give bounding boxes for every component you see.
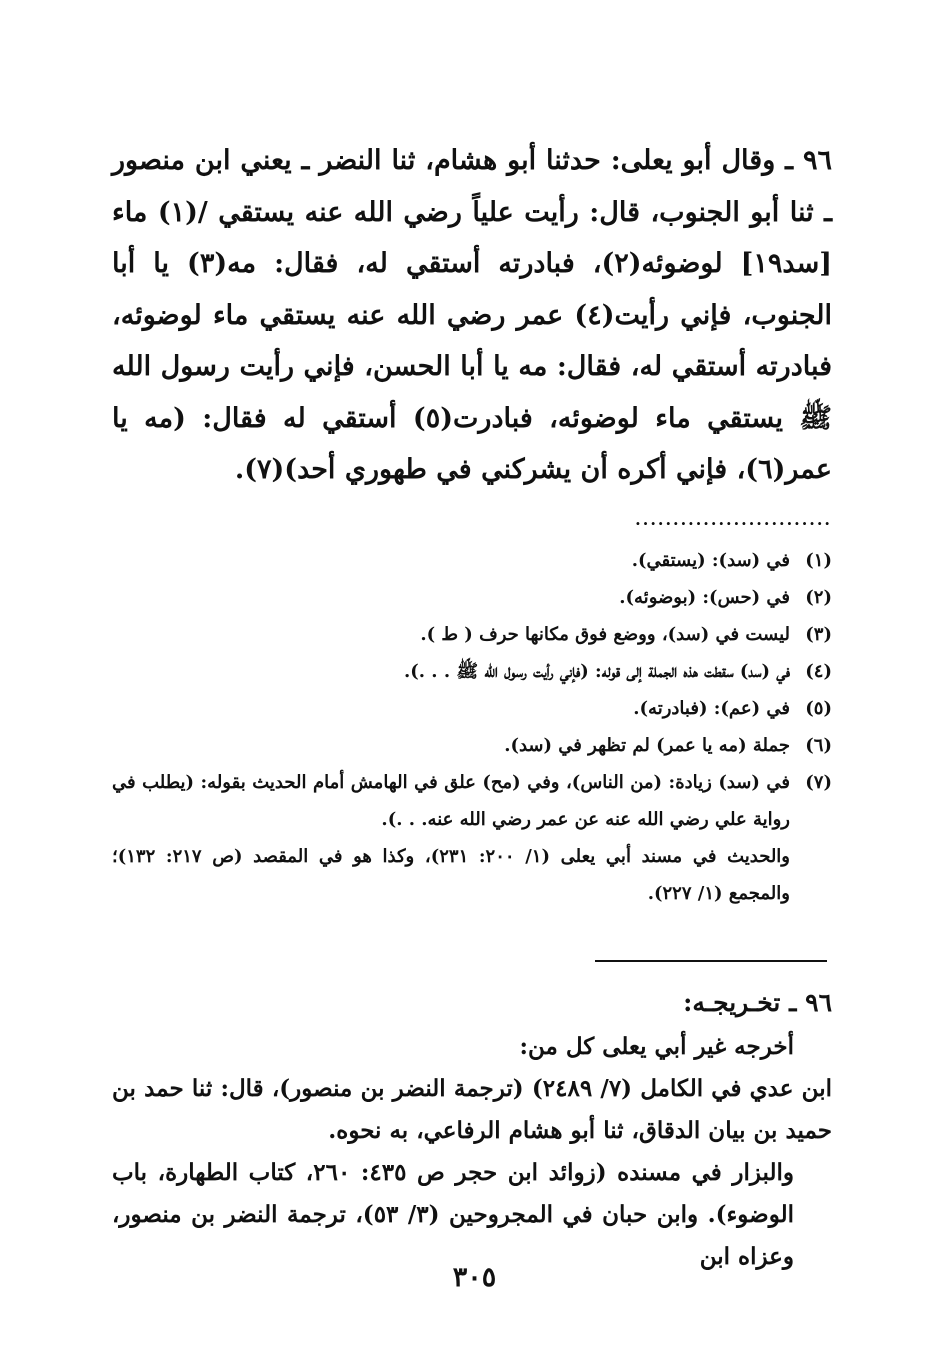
section-divider <box>595 960 827 962</box>
takhrij-section <box>112 982 832 1278</box>
takhrij-heading <box>112 982 832 1024</box>
footnote-item <box>112 764 832 838</box>
footnote-number: (٤) <box>805 661 832 682</box>
footnote-text: في (سد): (يستقي). <box>631 550 790 571</box>
footnote-number: (١) <box>805 550 832 571</box>
takhrij-paragraph: ابن عدي في الكامل (٧/ ٢٤٨٩) (ترجمة النضر بن منصور)، قال: ثنا حمد بن حميد بن بيان الدقاق، ثنا أبو هشام الرفاعي، به نحوه. <box>112 1075 832 1144</box>
footnote-continuation: والحديث في مسند أبي يعلى (١/ ٢٠٠: ٢٣١)، وكذا هو في المقصد (ص ٢١٧: ١٣٢)؛ والمجمع (١/ ٢٢٧). <box>112 846 791 904</box>
footnote-number: (٣) <box>805 624 832 645</box>
takhrij-paragraph: والبزار في مسنده (زوائد ابن حجر ص ٤٣٥: ٢٦٠، كتاب الطهارة، باب الوضوء). وابن حبان في المجروحين (٣/ ٥٣)، ترجمة النضر بن منصور، وعزاه ابن <box>112 1159 795 1270</box>
hadith-paragraph <box>112 135 832 496</box>
footnote-item <box>112 579 832 616</box>
footnote-number: (٥) <box>805 698 832 719</box>
footnote-separator: .......................... <box>635 510 832 529</box>
footnote-text: في (عم): (فبادرته). <box>633 698 790 719</box>
takhrij-intro: أخرجه غير أبي يعلى كل من: <box>519 1033 794 1060</box>
takhrij-number: ٩٦ ـ <box>789 988 832 1017</box>
footnote-number: (٢) <box>805 587 832 608</box>
takhrij-title: تخـريجـه: <box>683 988 781 1017</box>
footnote-item <box>112 542 832 579</box>
footnote-item <box>112 727 832 764</box>
footnote-number: (٧) <box>805 772 832 793</box>
footnote-item <box>112 616 832 653</box>
footnotes <box>112 542 832 912</box>
footnote-item <box>112 653 832 690</box>
footnote-text: ليست في (سد)، ووضع فوق مكانها حرف ( ط ). <box>420 624 790 645</box>
footnote-text: في (حس): (بوضوئه). <box>619 587 790 608</box>
hadith-body: وقال أبو يعلى: حدثنا أبو هشام، ثنا النضر ـ يعني ابن منصور ـ ثنا أبو الجنوب، قال: رأيت علياً رضي الله عنه يستقي /(١) ماء [سد١٩] لوضوئه(٢)، فبادرته أستقي له، فقال: مه(٣) يا أبا الجنوب، فإني رأيت(٤) عمر رضي الله عنه يستقي ماء لوضوئه، فبادرته أستقي له، فقال: مه يا أبا الحسن، فإني رأيت رسول الله ﷺ يستقي ماء لوضوئه، فبادرت(٥) أستقي له فقال: (مه يا عمر(٦)، فإني أكره أن يشركني في طهوري أحد)(٧). <box>112 145 832 485</box>
hadith-number: ٩٦ ـ <box>785 145 832 176</box>
footnote-text: في (سد) زيادة: (من الناس)، وفي (مح) علق في الهامش أمام الحديث بقوله: (يطلب في رواية علي رضي الله عنه عن عمر رضي الله عنه. . .). <box>112 772 790 830</box>
footnote-number: (٦) <box>805 735 832 756</box>
hadith-text <box>112 135 832 496</box>
footnote-text: في (سد) سقطت هذه الجملة إلى قوله: (فإني رأيت رسول الله ﷺ . . .). <box>403 661 790 682</box>
footnote-text: جملة (مه يا عمر) لم تظهر في (سد). <box>504 735 790 756</box>
page-number: ٣٠٥ <box>452 1262 497 1293</box>
footnote-item <box>112 690 832 727</box>
